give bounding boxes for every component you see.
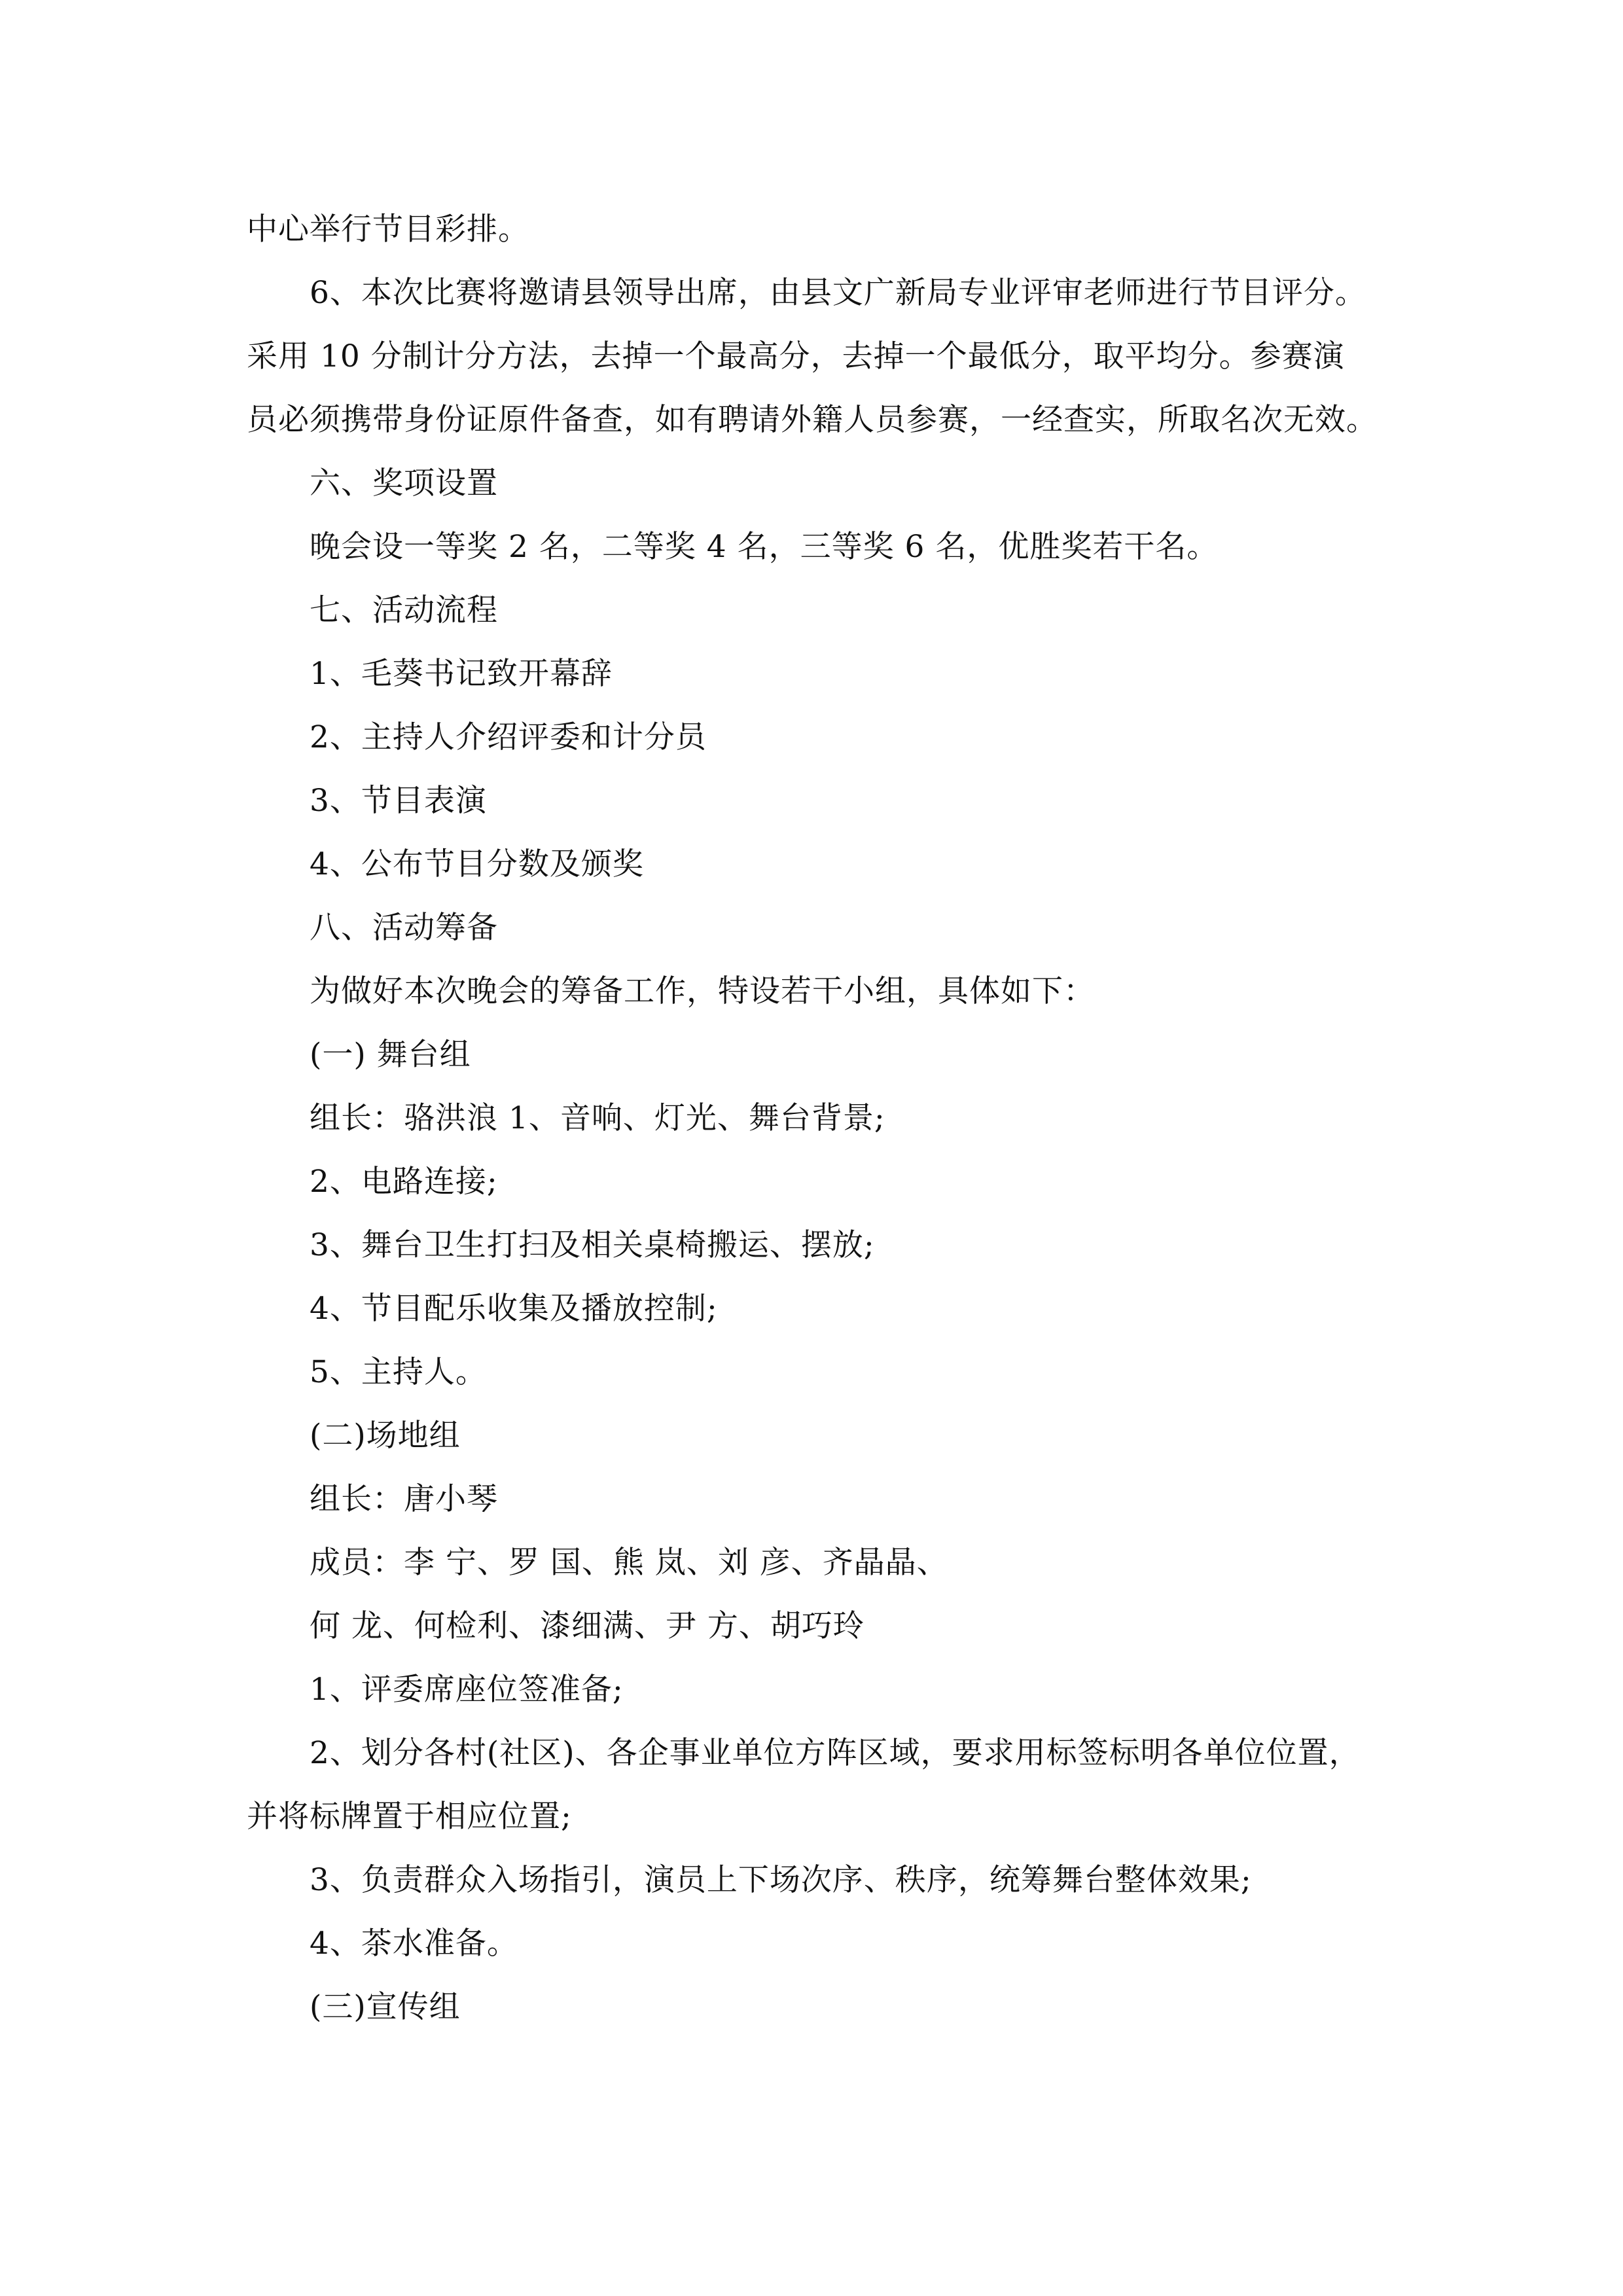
document-body	[247, 198, 1425, 2039]
text-line: 成员：李 宁、罗 国、熊 岚、刘 彦、齐晶晶、	[310, 1545, 948, 1581]
section-heading: 七、活动流程	[310, 592, 498, 628]
text-line: 晚会设一等奖 2 名，二等奖 4 名，三等奖 6 名，优胜奖若干名。	[310, 529, 1219, 565]
list-item: 3、节目表演	[310, 783, 487, 819]
list-item: 2、电路连接;	[310, 1164, 498, 1200]
list-item: 3、负责群众入场指引，演员上下场次序、秩序，统筹舞台整体效果;	[310, 1862, 1252, 1898]
list-item: 4、公布节目分数及颁奖	[310, 846, 644, 882]
text-line: 为做好本次晚会的筹备工作，特设若干小组，具体如下：	[310, 973, 1095, 1009]
text-line: 采用 10 分制计分方法，去掉一个最高分，去掉一个最低分，取平均分。参赛演	[247, 338, 1345, 374]
text-line: 组长：唐小琴	[310, 1481, 498, 1517]
section-heading: 八、活动筹备	[310, 910, 498, 946]
list-item: 4、节目配乐收集及播放控制;	[310, 1291, 718, 1327]
text-line: 组长：骆洪浪 1、音响、灯光、舞台背景;	[310, 1100, 885, 1136]
list-item: 2、主持人介绍评委和计分员	[310, 719, 707, 755]
text-line: 并将标牌置于相应位置;	[247, 1799, 572, 1835]
list-item: 2、划分各村(社区)、各企事业单位方阵区域，要求用标签标明各单位位置，	[310, 1735, 1361, 1771]
text-line: 员必须携带身份证原件备查，如有聘请外籍人员参赛，一经查实，所取名次无效。	[247, 402, 1378, 438]
subsection-heading: (一) 舞台组	[310, 1037, 471, 1073]
list-item: 4、茶水准备。	[310, 1926, 518, 1962]
section-heading: 六、奖项设置	[310, 465, 498, 501]
subsection-heading: (三)宣传组	[310, 1989, 461, 2025]
list-item: 5、主持人。	[310, 1354, 487, 1390]
subsection-heading: (二)场地组	[310, 1418, 461, 1454]
text-line: 6、本次比赛将邀请县领导出席，由县文广新局专业评审老师进行节目评分。	[310, 275, 1366, 311]
text-line: 中心举行节目彩排。	[247, 211, 529, 247]
text-line: 何 龙、何检利、漆细满、尹 方、胡巧玲	[310, 1608, 865, 1644]
list-item: 3、舞台卫生打扫及相关桌椅搬运、摆放;	[310, 1227, 875, 1263]
list-item: 1、毛葵书记致开幕辞	[310, 656, 613, 692]
list-item: 1、评委席座位签准备;	[310, 1672, 624, 1708]
